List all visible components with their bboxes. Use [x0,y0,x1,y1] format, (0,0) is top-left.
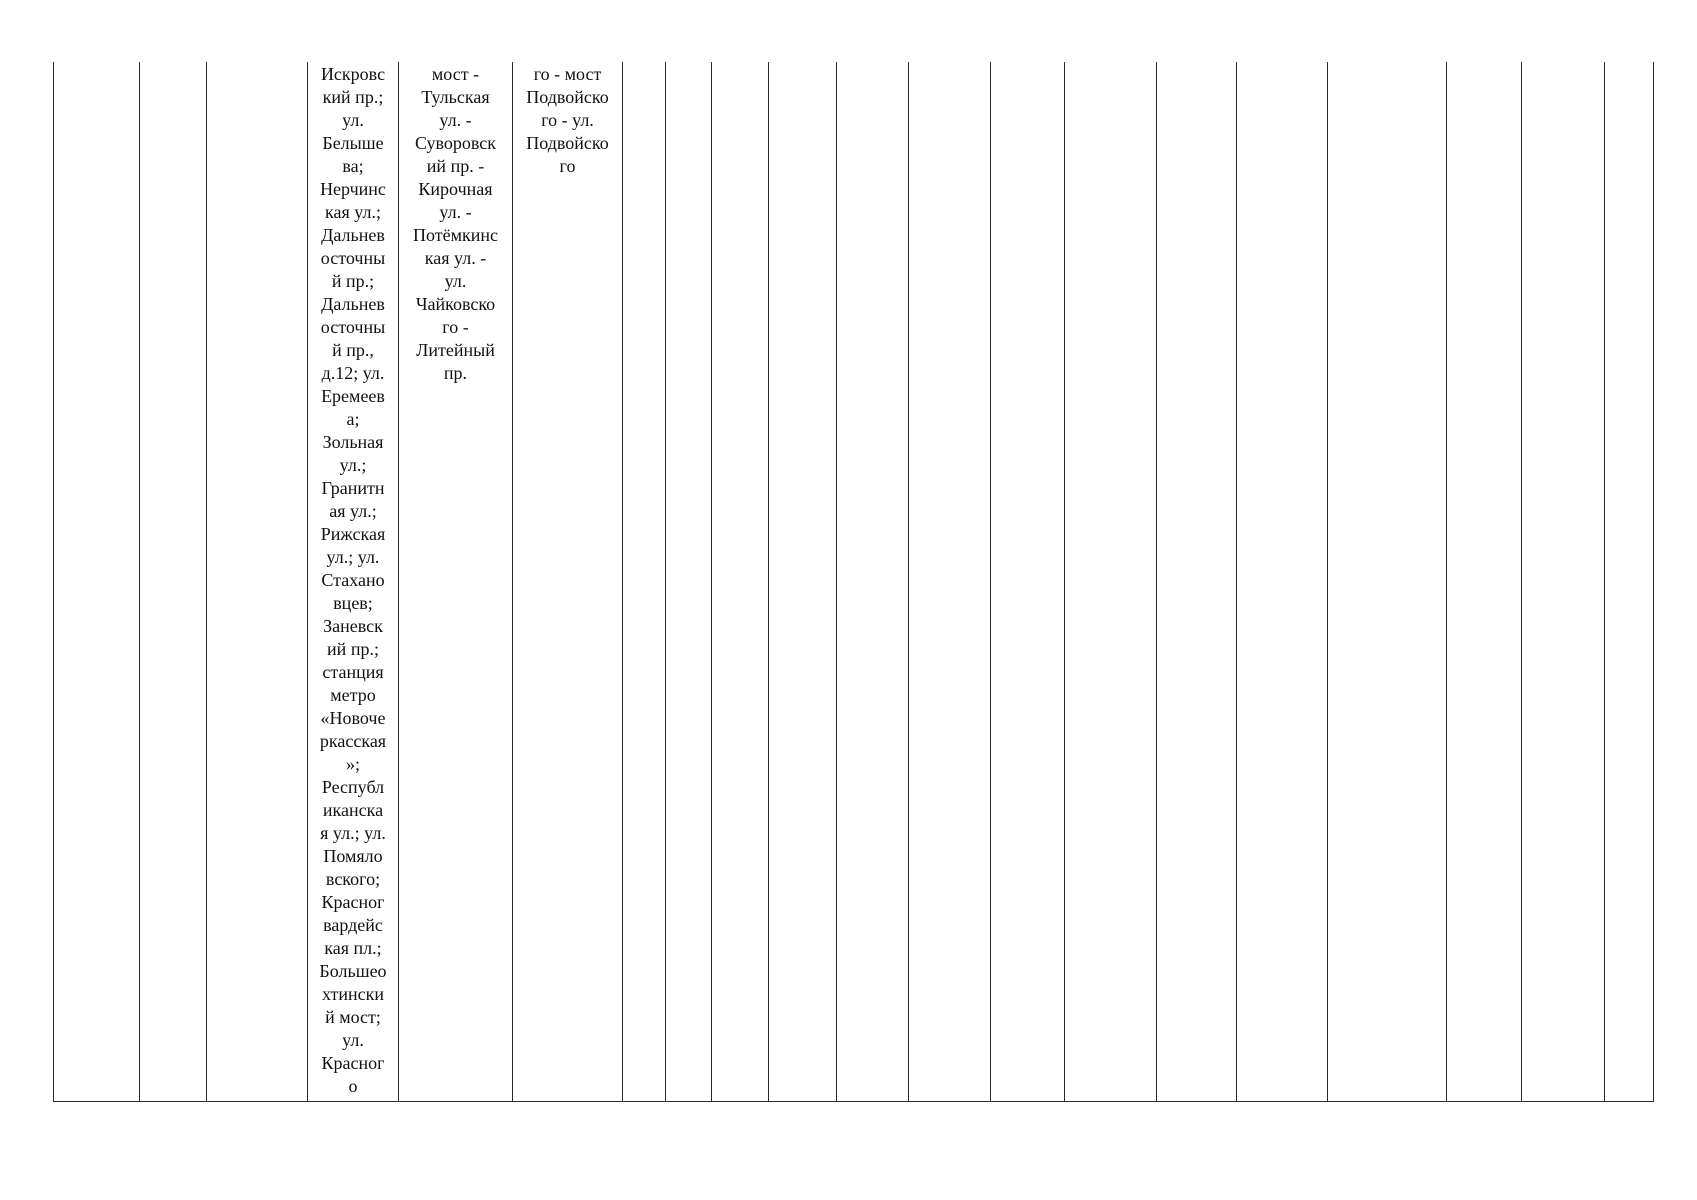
text-line: й мост; [325,1007,381,1027]
text-line: кая ул.; [325,202,381,222]
text-line: й пр.; [331,271,375,291]
table-cell-18 [1447,62,1522,1102]
text-line: Помяло [323,846,383,866]
table-cell-10 [769,62,837,1102]
table-cell-1 [54,62,140,1102]
text-line: Стахано [321,570,385,590]
text-line: ул. - [439,202,472,222]
text-line: го - ул. [541,110,594,130]
text-line: о [348,1076,358,1096]
table-cell-route-forward [399,62,513,1102]
route-forward-text [399,62,512,385]
text-line: вского; [325,869,381,889]
text-line: Нерчинс [320,179,386,199]
text-line: ул. [342,1030,364,1050]
text-line: Красног [321,892,385,912]
text-line: ий пр. - [426,156,485,176]
table-cell-route-backward [513,62,623,1102]
table-cell-15 [1157,62,1237,1102]
text-line: вцев; [333,593,373,613]
text-line: осточны [320,317,386,337]
text-line: а; [346,409,360,429]
table-cell-route-stops [308,62,399,1102]
table-cell-11 [837,62,909,1102]
text-line: Чайковско [415,294,496,314]
text-line: иканска [322,800,384,820]
text-line: осточны [320,248,386,268]
text-line: ул.; [339,455,367,475]
text-line: Республ [321,777,385,797]
table-cell-20 [1605,62,1654,1102]
text-line: Суворовск [414,133,497,153]
table-cell-9 [712,62,769,1102]
text-line: Еремеев [321,386,385,406]
text-line: «Новоче [320,708,386,728]
text-line: го [559,156,576,176]
text-line: вардейс [323,915,383,935]
text-line: Искровс [320,64,386,84]
table-cell-3 [207,62,308,1102]
text-line: д.12; ул. [321,363,385,383]
text-line: метро [330,685,376,705]
table-cell-16 [1237,62,1328,1102]
route-backward-text [513,62,622,178]
text-line: Подвойско [526,133,609,153]
text-line: кая пл.; [324,938,382,958]
text-line: Рижская [320,524,386,544]
text-line: пр. [443,363,468,383]
table-row [54,62,1654,1102]
text-line: й пр., [332,340,374,360]
text-line: Дальнев [321,294,385,314]
route-stops-text [308,62,398,1098]
table-cell-8 [666,62,712,1102]
text-line: Красног [321,1053,385,1073]
text-line: Белыше [322,133,384,153]
table-cell-7 [623,62,666,1102]
text-line: ая ул.; [329,501,377,521]
text-line: я ул.; ул. [320,823,386,843]
text-line: станция [322,662,384,682]
route-table [53,62,1654,1102]
text-line: ий пр.; [327,639,379,659]
text-line: Кирочная [418,179,493,199]
text-line: хтински [321,984,385,1004]
table-cell-2 [140,62,207,1102]
text-line: Потёмкинс [412,225,498,245]
text-line: Тульская [421,87,490,107]
table-cell-14 [1065,62,1157,1102]
text-line: Большео [319,961,387,981]
text-line: ул.; ул. [326,547,380,567]
text-line: Заневск [323,616,383,636]
table-cell-12 [909,62,991,1102]
text-line: го - [442,317,469,337]
table-cell-17 [1328,62,1447,1102]
table-cell-19 [1522,62,1605,1102]
text-line: ул. [342,110,364,130]
text-line: Подвойско [526,87,609,107]
text-line: ул. [444,271,467,291]
text-line: Гранитн [321,478,385,498]
text-line: Дальнев [321,225,385,245]
table-cell-13 [991,62,1065,1102]
text-line: ул. - [439,110,472,130]
text-line: Литейный [416,340,495,360]
text-line: ва; [342,156,364,176]
text-line: го - мост [533,64,602,84]
text-line: ркасская [319,731,387,751]
text-line: мост - [431,64,480,84]
text-line: Зольная [322,432,384,452]
text-line: »; [345,754,360,774]
text-line: кая ул. - [424,248,487,268]
text-line: кий пр.; [322,87,384,107]
